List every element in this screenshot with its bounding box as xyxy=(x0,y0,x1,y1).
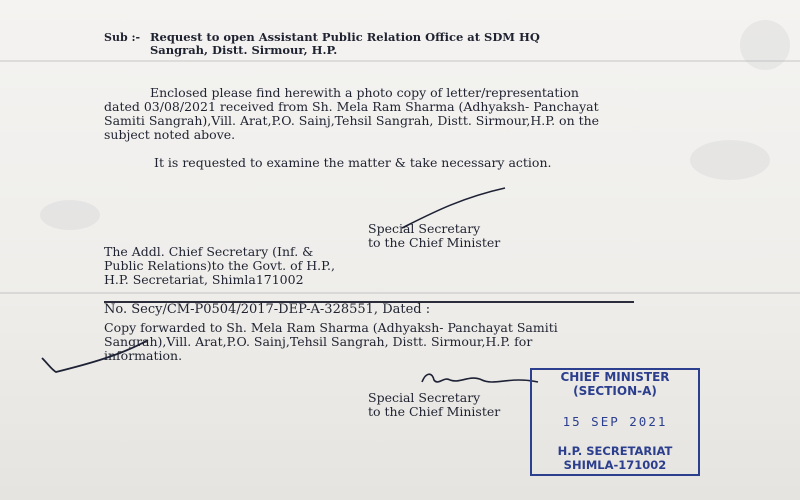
check-mark xyxy=(40,328,150,378)
addressee-line: Public Relations)to the Govt. of H.P., xyxy=(104,258,335,273)
stamp-line-1: CHIEF MINISTER xyxy=(560,370,670,384)
signature2-title: Special Secretary xyxy=(368,390,481,405)
body-para1-line: subject noted above. xyxy=(104,127,236,142)
paper-smudge xyxy=(690,140,770,180)
copy-forwarded-line: information. xyxy=(104,348,183,363)
fold-crease xyxy=(0,292,800,294)
body-para1-line: dated 03/08/2021 received from Sh. Mela Ram Sharma (Adhyaksh- Panchayat xyxy=(104,99,599,114)
subject-prefix: Sub :- xyxy=(104,31,141,44)
stamp-line-3: H.P. SECRETARIAT xyxy=(557,444,673,458)
addressee-line: H.P. Secretariat, Shimla171002 xyxy=(104,272,304,287)
copy-forwarded-line: Copy forwarded to Sh. Mela Ram Sharma (Adhyaksh- Panchayat Samiti xyxy=(104,320,558,335)
stamp-date: 15 SEP 2021 xyxy=(562,414,668,429)
stamp-line-2: (SECTION-A) xyxy=(573,384,657,398)
body-para2: It is requested to examine the matter & take necessary action. xyxy=(154,155,552,170)
subject-line-2: Sangrah, Distt. Sirmour, H.P. xyxy=(150,43,338,57)
reference-number: No. Secy/CM-P0504/2017-DEP-A-328551, Dated : xyxy=(104,302,431,317)
body-para1-line: Samiti Sangrah),Vill. Arat,P.O. Sainj,Tehsil Sangrah, Distt. Sirmour,H.P. on the xyxy=(104,113,600,128)
signature1-title: Special Secretary xyxy=(368,221,481,236)
stamp-line-4: SHIMLA-171002 xyxy=(563,458,667,472)
fold-crease xyxy=(0,60,800,62)
signature1-subtitle: to the Chief Minister xyxy=(368,235,501,250)
subject-line-1: Request to open Assistant Public Relation Office at SDM HQ xyxy=(150,30,540,44)
paper-smudge xyxy=(740,20,790,70)
copy-forwarded-line: Sangrah),Vill. Arat,P.O. Sainj,Tehsil Sangrah, Distt. Sirmour,H.P. for xyxy=(104,334,533,349)
addressee-line: The Addl. Chief Secretary (Inf. & xyxy=(104,244,314,259)
signature-scribble-2 xyxy=(420,368,540,390)
signature2-subtitle: to the Chief Minister xyxy=(368,404,501,419)
body-para1-line: Enclosed please find herewith a photo copy of letter/representation xyxy=(150,85,579,100)
received-stamp xyxy=(530,368,700,476)
paper-smudge xyxy=(40,200,100,230)
